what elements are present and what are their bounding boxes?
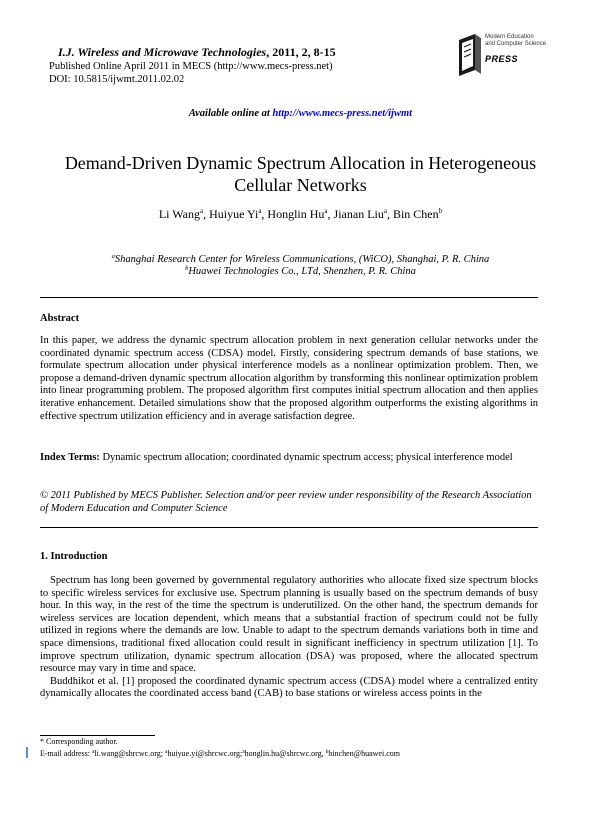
corresponding-author-note: * Corresponding author. bbox=[40, 737, 118, 746]
paper-title: Demand-Driven Dynamic Spectrum Allocation in Heterogeneous Cellular Networks bbox=[64, 153, 537, 195]
paragraph: Spectrum has long been governed by governmental regulatory authorities who allocate fixed size spectrum blocks to specific wireless services for exclusive use. Spectrum planning is usually based on the spectrum demands of busy hour. In this way, in the rest of the time the spectrum is underutilized. On the other hand, the spectrum demands for wireless services are location dependent, which means that a substantial fraction of spectrum could not be fully utilized in regions where the demands are low. Unable to adapt to the spectrum demands variations both in time and space dimensions, traditional fixed allocation could result in significant inefficiency in spectrum utilization [1]. To improve spectrum utilization, dynamic spectrum allocation (DSA) was proposed, where the allocated spectrum resource may vary in time and space. bbox=[40, 575, 538, 675]
email-addresses: E-mail address: $^a$li.wang@shrcwc.org; $^a$huiyue.yi@shrcwc.org;$^a$honglin.hu@shrcwc.org, $^b$binchen@huawei.com bbox=[40, 749, 400, 758]
logo-press: PRESS bbox=[485, 54, 519, 64]
introduction-body bbox=[40, 575, 538, 701]
author-list bbox=[0, 207, 601, 222]
email-link[interactable]: binchen@huawei.com bbox=[328, 749, 400, 758]
book-icon bbox=[453, 30, 485, 78]
introduction-heading: 1. Introduction bbox=[40, 551, 108, 562]
abstract-heading: Abstract bbox=[40, 313, 80, 324]
published-line: Published Online April 2011 in MECS (http://www.mecs-press.net) bbox=[49, 61, 333, 72]
author: Bin Chen$^b$ bbox=[392, 207, 443, 221]
email-link[interactable]: li.wang@shrcwc.org; bbox=[94, 749, 163, 758]
affiliation-b: $^b$Huawei Technologies Co., LTd, Shenzhen, P. R. China bbox=[185, 265, 416, 277]
author: Huiyue Yi$^a$, bbox=[209, 207, 268, 221]
author: Li Wang$^a$, bbox=[158, 207, 210, 221]
index-terms bbox=[40, 452, 538, 465]
available-prefix: Available online at bbox=[188, 108, 273, 119]
logo-line2: and Computer Science bbox=[485, 40, 547, 47]
index-terms-label: Index Terms: bbox=[40, 452, 100, 463]
divider bbox=[40, 527, 538, 528]
author: Honglin Hu$^a$, bbox=[267, 207, 334, 221]
journal-url-link[interactable]: http://www.mecs-press.net/ijwmt bbox=[272, 108, 413, 119]
footnote-rule bbox=[40, 735, 155, 736]
doi-line: DOI: 10.5815/ijwmt.2011.02.02 bbox=[49, 74, 185, 85]
abstract-text: In this paper, we address the dynamic spectrum allocation problem in next generation cellular networks under the coordinated dynamic spectrum access (CDSA) model. Firstly, considering spectrum demands of base stations, we formulate spectrum allocation under physical interference models as a nonlinear optimization problem. Then, we propose a demand-driven dynamic spectrum allocation algorithm by transforming this nonlinear optimization problem into linear programming problem. The proposed algorithm first computes initial spectrum allocation and then applies iterative enhancement. Detailed simulations show that the proposed algorithm outperforms the existing algorithms in effective spectrum utilization efficiency and in average satisfaction degree. bbox=[40, 335, 538, 422]
logo-line1: Modern Education bbox=[485, 34, 534, 40]
paragraph: Buddhikot et al. [1] proposed the coordinated dynamic spectrum access (CDSA) model where a centralized entity dynamically allocates the coordinated access band (CAB) to base stations or wireless access points in the bbox=[40, 675, 538, 700]
journal-name: I.J. Wireless and Microwave Technologies bbox=[58, 45, 267, 59]
journal-issue: , 2011, 2, 8-15 bbox=[266, 45, 336, 59]
publisher-logo bbox=[453, 30, 553, 82]
author: Jianan Liu$^a$, bbox=[333, 207, 393, 221]
email-link[interactable]: honglin.hu@shrcwc.org, bbox=[244, 749, 324, 758]
available-online bbox=[0, 108, 601, 119]
divider bbox=[40, 297, 538, 298]
email-link[interactable]: huiyue.yi@shrcwc.org; bbox=[167, 749, 243, 758]
margin-marker bbox=[26, 747, 28, 758]
affiliation-a: $^a$Shanghai Research Center for Wireless Communications, (WiCO), Shanghai, P. R. China bbox=[111, 253, 490, 265]
journal-title bbox=[58, 45, 336, 60]
index-terms-text: Dynamic spectrum allocation; coordinated dynamic spectrum access; physical interference model bbox=[99, 452, 513, 463]
copyright-notice: © 2011 Published by MECS Publisher. Selection and/or peer review under responsibility of the Research Association of Modern Education and Computer Science bbox=[40, 490, 532, 514]
